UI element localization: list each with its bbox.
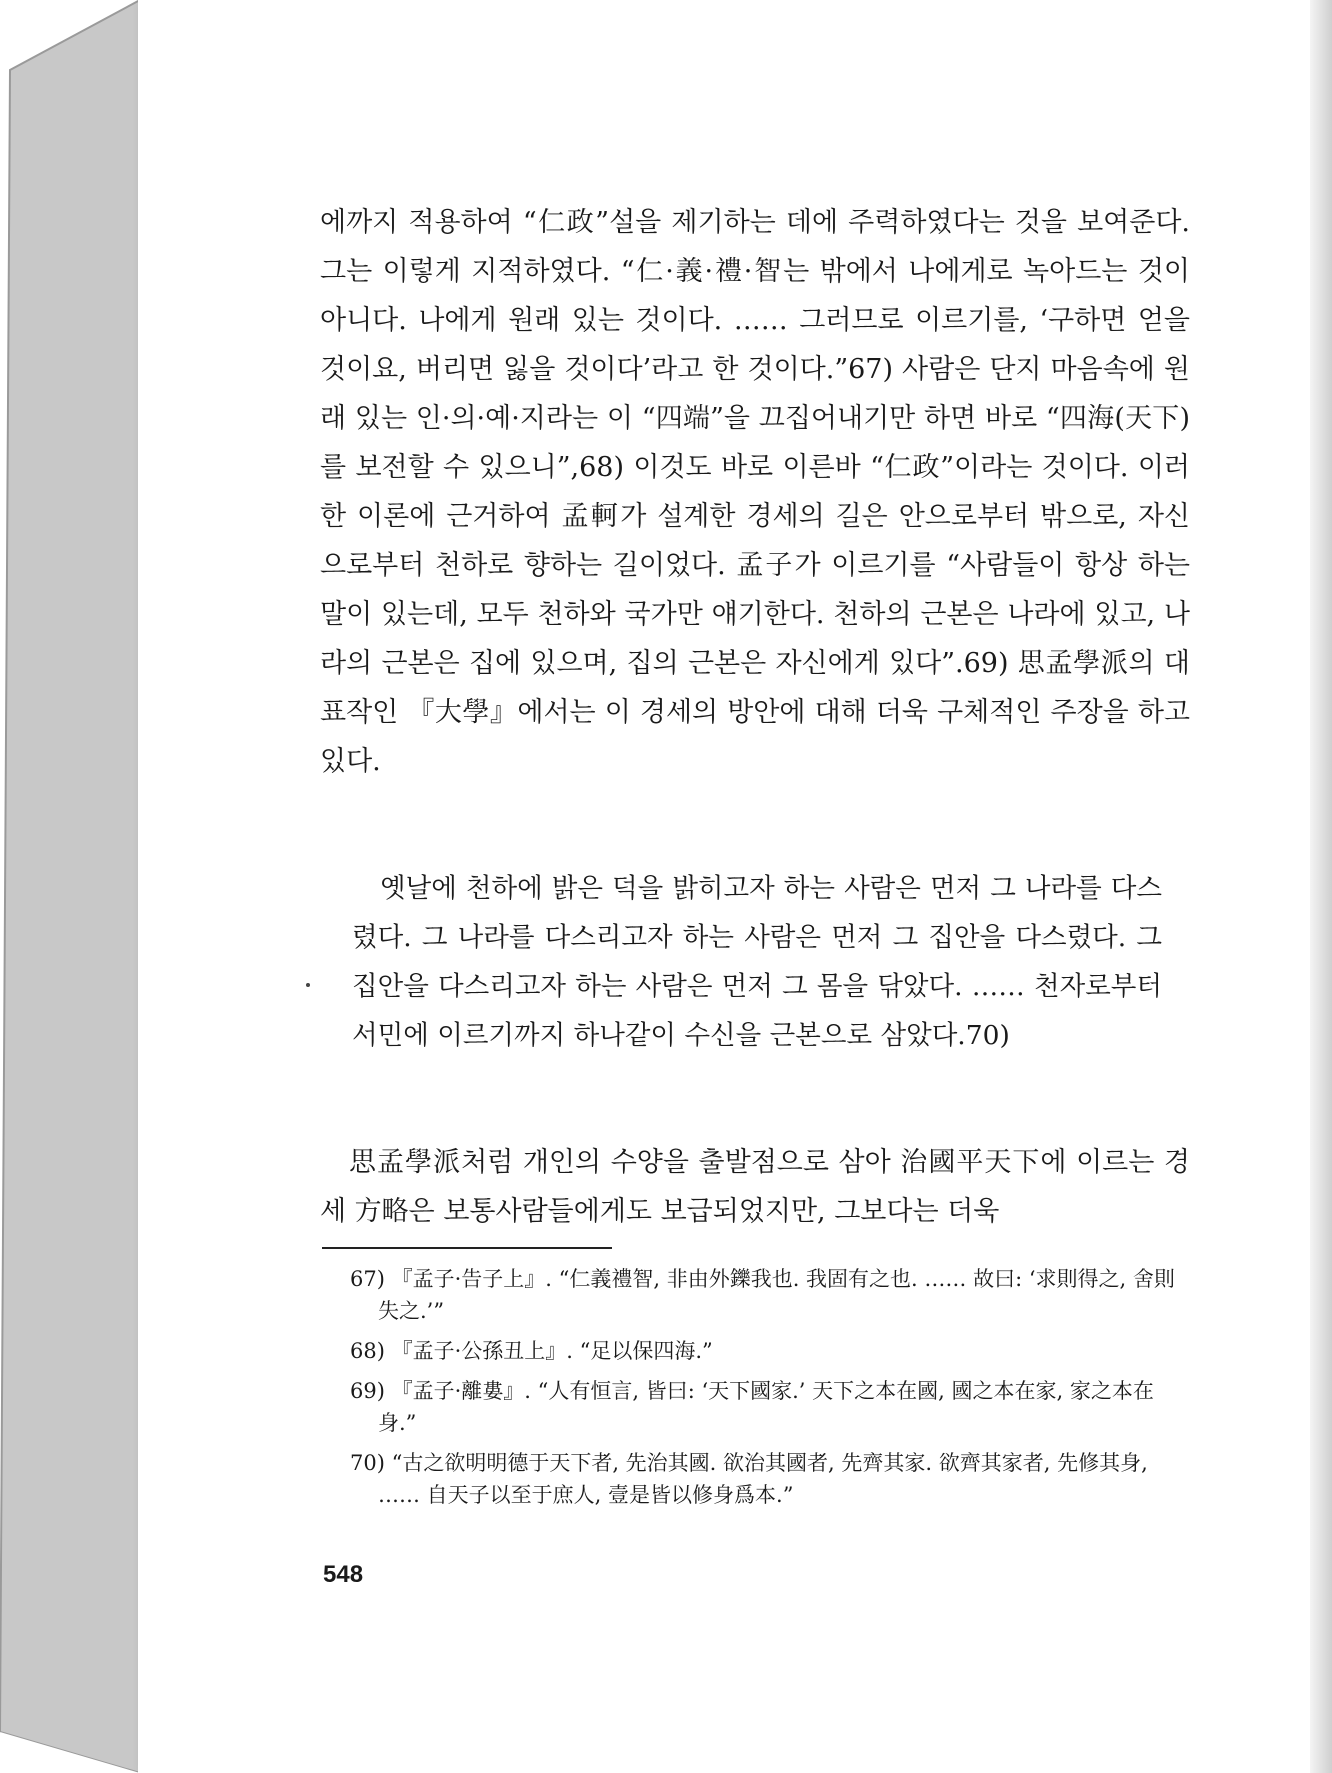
block-quote	[352, 864, 1162, 1060]
block-quote-text: 옛날에 천하에 밝은 덕을 밝히고자 하는 사람은 먼저 그 나라를 다스렸다. 그 나라를 다스리고자 하는 사람은 먼저 그 집안을 다스렸다. 그 집안을 다스리고자 하는 사람은 먼저 그 몸을 닦았다. …… 천자로부터 서민에 이르기까지 하나같이 수신을 근본으로 삼았다.70)	[352, 873, 1162, 1051]
footnote-67: 67) 『孟子·告子上』. “仁義禮智, 非由外鑠我也. 我固有之也. …… 故曰: ‘求則得之, 舍則失之.’”	[350, 1267, 1175, 1323]
page-right-edge	[1310, 0, 1332, 1773]
footnote-rule	[322, 1247, 612, 1249]
body-paragraph-1: 에까지 적용하여 “仁政”설을 제기하는 데에 주력하였다는 것을 보여준다. 그는 이렇게 지적하였다. “仁·義·禮·智는 밖에서 나에게로 녹아드는 것이 아니다. 나에게 원래 있는 것이다. …… 그러므로 이르기를, ‘구하면 얻을 것이요, 버리면 잃을 것이다’라고 한 것이다.”67) 사람은 단지 마음속에 원래 있는 인·의·예·지라는 이 “四端”을 끄집어내기만 하면 바로 “四海(天下)를 보전할 수 있으니”,68) 이것도 바로 이른바 “仁政”이라는 것이다. 이러한 이론에 근거하여 孟軻가 설계한 경세의 길은 안으로부터 밖으로, 자신으로부터 천하로 향하는 길이었다. 孟子가 이르기를 “사람들이 항상 하는 말이 있는데, 모두 천하와 국가만 얘기한다. 천하의 근본은 나라에 있고, 나라의 근본은 집에 있으며, 집의 근본은 자신에게 있다”.69) 思孟學派의 대표작인 『大學』에서는 이 경세의 방안에 대해 더욱 구체적인 주장을 하고 있다.	[320, 207, 1190, 777]
scan-speck	[306, 983, 310, 987]
body-paragraph-2-text: 思孟學派처럼 개인의 수양을 출발점으로 삼아 治國平天下에 이르는 경세 方略은 보통사람들에게도 보급되었지만, 그보다는 더욱	[320, 1147, 1190, 1227]
footnotes	[350, 1263, 1190, 1519]
page-number: 548	[323, 1561, 364, 1588]
footnote-69: 69) 『孟子·離婁』. “人有恒言, 皆曰: ‘天下國家.’ 天下之本在國, 國之本在家, 家之本在身.”	[350, 1379, 1154, 1435]
footnote-68: 68) 『孟子·公孫丑上』. “足以保四海.”	[350, 1339, 713, 1363]
footnote-70: 70) “古之欲明明德于天下者, 先治其國. 欲治其國者, 先齊其家. 欲齊其家者, 先修其身, …… 自天子以至于庶人, 壹是皆以修身爲本.”	[350, 1451, 1148, 1507]
body-paragraph-2	[320, 1138, 1190, 1236]
